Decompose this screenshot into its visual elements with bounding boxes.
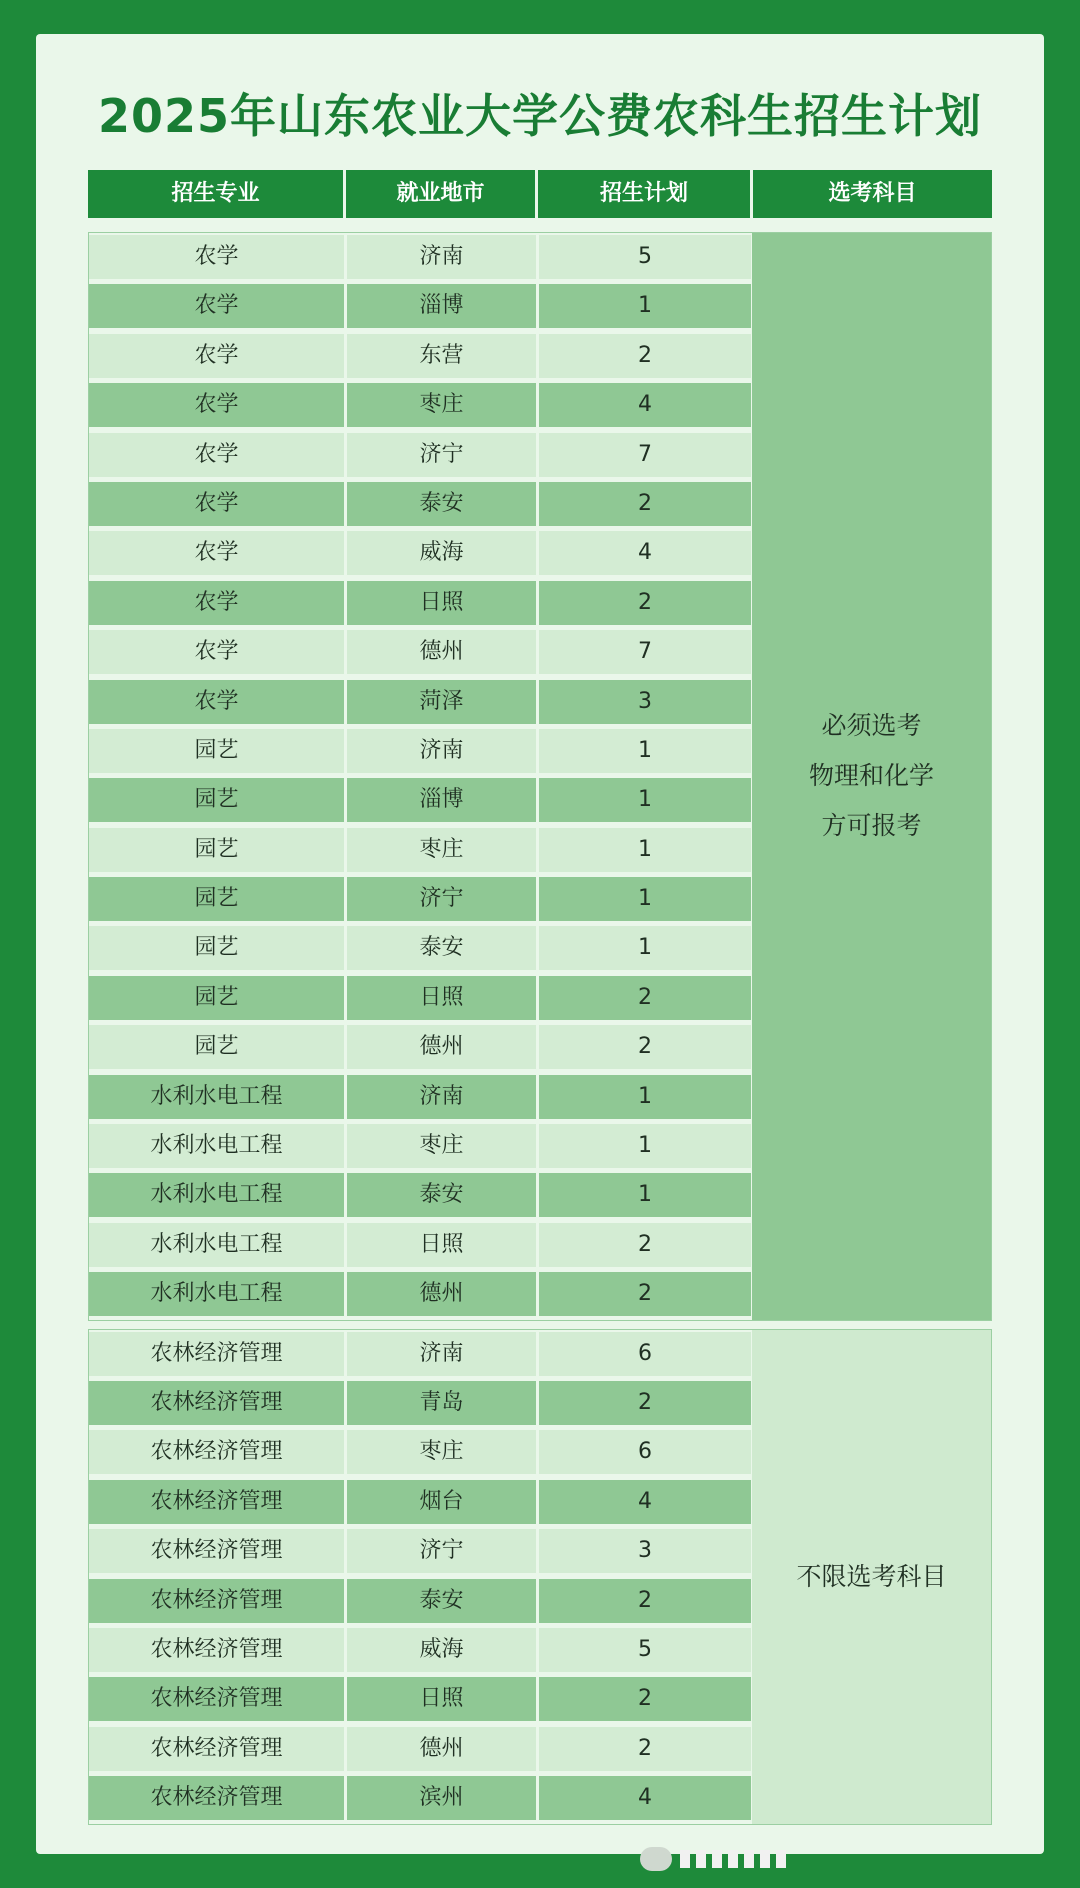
city-cell: 德州	[347, 630, 536, 674]
header-subject: 选考科目	[753, 170, 992, 218]
city-cell: 济宁	[347, 877, 536, 921]
city-cell: 烟台	[347, 1480, 536, 1524]
quota-cell: 7	[539, 630, 751, 674]
major-cell: 园艺	[89, 729, 344, 773]
major-cell: 园艺	[89, 828, 344, 872]
major-cell: 农林经济管理	[89, 1381, 344, 1425]
quota-cell: 1	[539, 1124, 751, 1168]
major-cell: 农学	[89, 235, 344, 279]
city-cell: 德州	[347, 1727, 536, 1771]
watermark	[640, 1844, 786, 1874]
city-cell: 济宁	[347, 1529, 536, 1573]
quota-cell: 2	[539, 581, 751, 625]
city-cell: 日照	[347, 1223, 536, 1267]
quota-cell: 2	[539, 1579, 751, 1623]
quota-cell: 4	[539, 1480, 751, 1524]
major-cell: 园艺	[89, 926, 344, 970]
quota-cell: 5	[539, 235, 751, 279]
city-cell: 淄博	[347, 284, 536, 328]
major-cell: 农林经济管理	[89, 1529, 344, 1573]
city-cell: 济南	[347, 1075, 536, 1119]
quota-cell: 2	[539, 1677, 751, 1721]
quota-cell: 1	[539, 828, 751, 872]
quota-cell: 4	[539, 383, 751, 427]
city-cell: 淄博	[347, 778, 536, 822]
page-title: 2025年山东农业大学公费农科生招生计划	[97, 89, 983, 143]
city-cell: 日照	[347, 1677, 536, 1721]
table-group	[88, 1329, 992, 1825]
city-cell: 济南	[347, 1332, 536, 1376]
quota-cell: 1	[539, 1075, 751, 1119]
city-cell: 济宁	[347, 433, 536, 477]
header-city: 就业地市	[346, 170, 535, 218]
table-group	[88, 232, 992, 1321]
major-cell: 农学	[89, 284, 344, 328]
quota-cell: 6	[539, 1332, 751, 1376]
quota-cell: 2	[539, 1272, 751, 1316]
major-cell: 农林经济管理	[89, 1628, 344, 1672]
subject-line: 方可报考	[821, 811, 922, 841]
city-cell: 菏泽	[347, 680, 536, 724]
major-cell: 农学	[89, 383, 344, 427]
major-cell: 农学	[89, 680, 344, 724]
quota-cell: 2	[539, 1025, 751, 1069]
city-cell: 日照	[347, 976, 536, 1020]
city-cell: 青岛	[347, 1381, 536, 1425]
city-cell: 枣庄	[347, 1124, 536, 1168]
quota-cell: 3	[539, 680, 751, 724]
header-major: 招生专业	[88, 170, 343, 218]
quota-cell: 1	[539, 877, 751, 921]
subject-line: 不限选考科目	[796, 1561, 947, 1591]
city-cell: 济南	[347, 729, 536, 773]
quota-cell: 6	[539, 1430, 751, 1474]
major-cell: 园艺	[89, 976, 344, 1020]
city-cell: 日照	[347, 581, 536, 625]
city-cell: 泰安	[347, 1579, 536, 1623]
major-cell: 农学	[89, 630, 344, 674]
major-cell: 农林经济管理	[89, 1776, 344, 1820]
city-cell: 济南	[347, 235, 536, 279]
city-cell: 泰安	[347, 926, 536, 970]
quota-cell: 2	[539, 482, 751, 526]
table-header	[88, 170, 992, 222]
city-cell: 枣庄	[347, 828, 536, 872]
major-cell: 农林经济管理	[89, 1677, 344, 1721]
city-cell: 滨州	[347, 1776, 536, 1820]
city-cell: 威海	[347, 531, 536, 575]
major-cell: 园艺	[89, 1025, 344, 1069]
city-cell: 威海	[347, 1628, 536, 1672]
major-cell: 农林经济管理	[89, 1430, 344, 1474]
major-cell: 园艺	[89, 877, 344, 921]
major-cell: 农学	[89, 482, 344, 526]
subject-line: 必须选考	[821, 711, 922, 741]
quota-cell: 2	[539, 334, 751, 378]
quota-cell: 7	[539, 433, 751, 477]
quota-cell: 4	[539, 531, 751, 575]
major-cell: 农林经济管理	[89, 1480, 344, 1524]
quota-cell: 1	[539, 926, 751, 970]
city-cell: 德州	[347, 1272, 536, 1316]
major-cell: 水利水电工程	[89, 1272, 344, 1316]
quota-cell: 2	[539, 976, 751, 1020]
major-cell: 农林经济管理	[89, 1332, 344, 1376]
major-cell: 农林经济管理	[89, 1727, 344, 1771]
city-cell: 泰安	[347, 1173, 536, 1217]
wechat-icon	[640, 1847, 672, 1871]
major-cell: 农学	[89, 531, 344, 575]
subject-line: 物理和化学	[808, 761, 934, 791]
quota-cell: 1	[539, 778, 751, 822]
major-cell: 农学	[89, 433, 344, 477]
subject-requirement	[752, 233, 991, 1320]
quota-cell: 1	[539, 729, 751, 773]
city-cell: 枣庄	[347, 1430, 536, 1474]
major-cell: 水利水电工程	[89, 1124, 344, 1168]
quota-cell: 1	[539, 284, 751, 328]
major-cell: 园艺	[89, 778, 344, 822]
city-cell: 枣庄	[347, 383, 536, 427]
page-card	[36, 34, 1044, 1854]
major-cell: 水利水电工程	[89, 1223, 344, 1267]
major-cell: 农学	[89, 334, 344, 378]
subject-requirement	[752, 1330, 991, 1824]
quota-cell: 2	[539, 1727, 751, 1771]
watermark-mask	[680, 1850, 786, 1868]
quota-cell: 4	[539, 1776, 751, 1820]
quota-cell: 2	[539, 1223, 751, 1267]
city-cell: 泰安	[347, 482, 536, 526]
major-cell: 水利水电工程	[89, 1075, 344, 1119]
quota-cell: 2	[539, 1381, 751, 1425]
quota-cell: 5	[539, 1628, 751, 1672]
city-cell: 德州	[347, 1025, 536, 1069]
major-cell: 农学	[89, 581, 344, 625]
major-cell: 水利水电工程	[89, 1173, 344, 1217]
header-quota: 招生计划	[538, 170, 750, 218]
city-cell: 东营	[347, 334, 536, 378]
major-cell: 农林经济管理	[89, 1579, 344, 1623]
quota-cell: 1	[539, 1173, 751, 1217]
quota-cell: 3	[539, 1529, 751, 1573]
table-body	[88, 232, 992, 1833]
